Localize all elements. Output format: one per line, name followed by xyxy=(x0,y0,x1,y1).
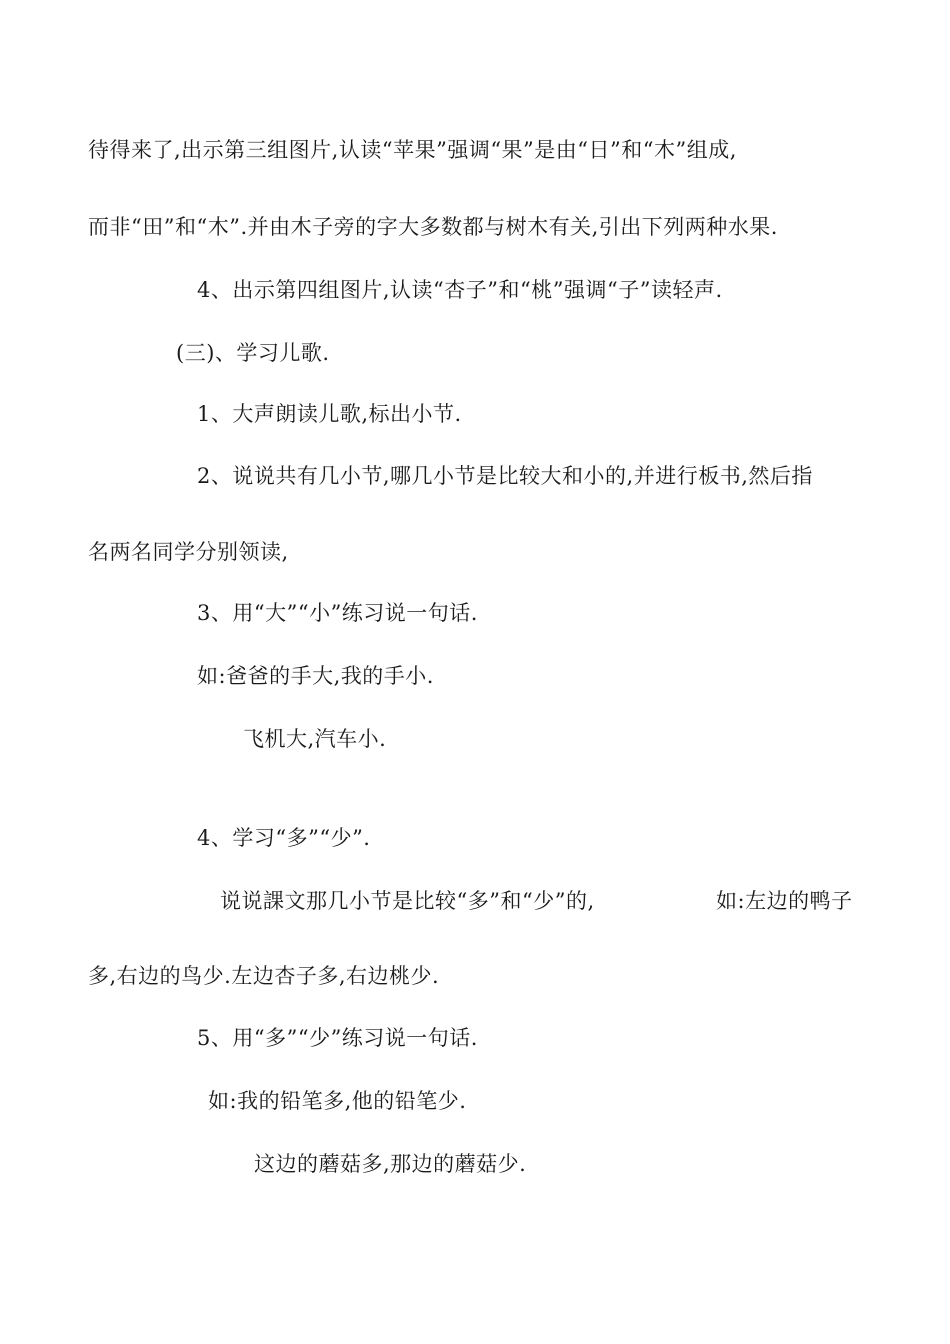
paragraph-line-2: 而非“田”和“木”.并由木子旁的字大多数都与树木有关,引出下列两种水果. xyxy=(88,215,778,239)
step-1-line: 1、大声朗读儿歌,标出小节. xyxy=(197,402,462,426)
example-line-2: 飞机大,汽车小. xyxy=(243,727,387,751)
section-heading-3: (三)、学习儿歌. xyxy=(176,341,330,365)
step-4-question: 说说課文那几小节是比较“多”和“少”的, xyxy=(220,889,595,913)
step-2-continuation: 名两名同学分别领读, xyxy=(88,540,289,564)
step-5-line: 5、用“多”“少”练习说一句话. xyxy=(197,1026,478,1050)
example-line-1: 如:爸爸的手大,我的手小. xyxy=(197,664,434,688)
example-line-3: 如:我的铅笔多,他的铅笔少. xyxy=(208,1089,467,1113)
step-3-line: 3、用“大”“小”练习说一句话. xyxy=(197,601,478,625)
step-4-example-start: 如:左边的鸭子 xyxy=(716,889,853,913)
example-line-4: 这边的蘑菇多,那边的蘑菇少. xyxy=(254,1152,527,1176)
step-4-line: 4、出示第四组图片,认读“杏子”和“桃”强调“子”读轻声. xyxy=(197,278,723,302)
step-4-example-continuation: 多,右边的鸟少.左边杏子多,右边桃少. xyxy=(88,964,440,988)
step-2-line: 2、说说共有几小节,哪几小节是比较大和小的,并进行板书,然后指 xyxy=(197,464,813,488)
paragraph-line-1: 待得来了,出示第三组图片,认读“苹果”强调“果”是由“日”和“木”组成, xyxy=(88,138,737,162)
step-4-heading: 4、学习“多”“少”. xyxy=(197,826,371,850)
